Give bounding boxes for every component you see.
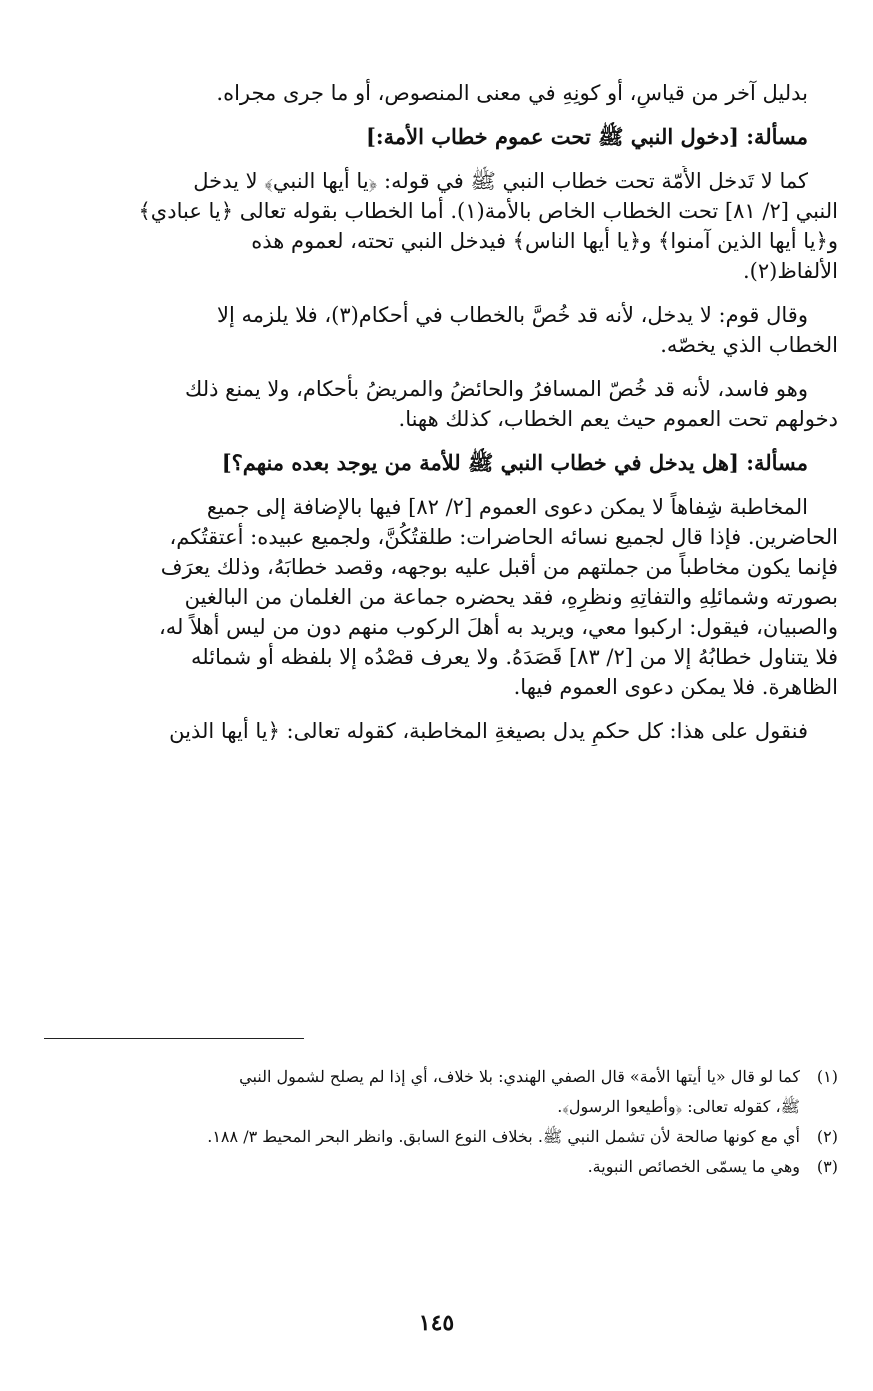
text-line: وقال قوم: لا يدخل، لأنه قد خُصَّ بالخطاب في أحكام(٣)، فلا يلزمه إلا — [217, 303, 808, 327]
text-line: دخولهم تحت العموم حيث يعم الخطاب، كذلك ههنا. — [398, 407, 838, 431]
text-line: مسألة: [دخول النبي ﷺ تحت عموم خطاب الأمة:] — [365, 124, 808, 149]
main-text — [48, 78, 838, 760]
text-line: مسألة: [هل يدخل في خطاب النبي ﷺ للأمة من يوجد بعده منهم؟] — [221, 450, 808, 475]
paragraph — [48, 166, 838, 286]
paragraph — [48, 78, 838, 108]
paragraph — [48, 300, 838, 360]
text-line: الخطاب الذي يخصّه. — [660, 333, 838, 357]
footnote-number: (٢) — [816, 1127, 838, 1146]
footnote-text: ﷺ، كقوله تعالى: ﴿وأطيعوا الرسول﴾. — [557, 1097, 800, 1116]
text-line: الألفاظ(٢). — [742, 259, 838, 283]
section-heading — [48, 448, 838, 478]
text-line: والصبيان، فيقول: اركبوا معي، ويريد به أهلَ الركوب منهم دون من ليس أهلاً له، — [158, 615, 838, 639]
text-line: بصورته وشمائلِهِ والتفاتِهِ ونظرِهِ، فقد يحضره جماعة من الغلمان من البالغين — [184, 585, 838, 609]
footnote-text: كما لو قال «يا أيتها الأمة» قال الصفي الهندي: بلا خلاف، أي إذا لم يصلح لشمول النبي — [239, 1067, 800, 1086]
text-line: الحاضرين. فإذا قال لجميع نسائه الحاضرات: طلقتُكُنَّ، ولجميع عبيده: أعتقتُكم، — [169, 525, 838, 549]
text-line: النبي [٢/ ٨١] تحت الخطاب الخاص بالأمة(١). أما الخطاب بقوله تعالى ﴿يا عبادي﴾ — [138, 199, 838, 223]
footnotes — [48, 1062, 838, 1182]
footnote-text: وهي ما يسمّى الخصائص النبوية. — [587, 1157, 800, 1176]
text-line: فنقول على هذا: كل حكمٍ يدل بصيغةِ المخاطبة، كقوله تعالى: ﴿يا أيها الذين — [169, 719, 808, 743]
footnote-number: (١) — [816, 1067, 838, 1086]
footnote-line — [48, 1062, 838, 1092]
footnote-text: أي مع كونها صالحة لأن تشمل النبي ﷺ. بخلاف النوع السابق. وانظر البحر المحيط ٣/ ١٨٨. — [207, 1127, 800, 1146]
text-line: بدليل آخر من قياسٍ، أو كونِهِ في معنى المنصوص، أو ما جرى مجراه. — [216, 81, 808, 105]
text-line: و﴿يا أيها الذين آمنوا﴾ و﴿يا أيها الناس﴾ فيدخل النبي تحته، لعموم هذه — [251, 229, 838, 253]
paragraph — [48, 492, 838, 702]
text-line: وهو فاسد، لأنه قد خُصّ المسافرُ والحائضُ والمريضُ بأحكام، ولا يمنع ذلك — [185, 377, 808, 401]
paragraph — [48, 716, 838, 746]
text-line: فإنما يكون مخاطباً من جملتهم من أقبل عليه بوجهه، وقصد خطابَهُ، وذلك يعرَف — [160, 555, 838, 579]
footnote-separator — [44, 1038, 304, 1039]
text-line: كما لا تَدخل الأُمّة تحت خطاب النبي ﷺ في قوله: ﴿يا أيها النبي﴾ لا يدخل — [193, 169, 808, 193]
footnote-line — [48, 1092, 838, 1122]
section-heading — [48, 122, 838, 152]
footnote-number: (٣) — [816, 1157, 838, 1176]
footnote-line — [48, 1152, 838, 1182]
paragraph — [48, 374, 838, 434]
page-number: ١٤٥ — [418, 1310, 455, 1336]
text-line: فلا يتناول خطابُهُ إلا من [٢/ ٨٣] قَصَدَهُ. ولا يعرف قصْدُه إلا بلفظه أو شمائله — [191, 645, 838, 669]
text-line: الظاهرة. فلا يمكن دعوى العموم فيها. — [513, 675, 838, 699]
text-line: المخاطبة شِفاهاً لا يمكن دعوى العموم [٢/ ٨٢] فيها بالإضافة إلى جميع — [206, 495, 808, 519]
footnote-line — [48, 1122, 838, 1152]
